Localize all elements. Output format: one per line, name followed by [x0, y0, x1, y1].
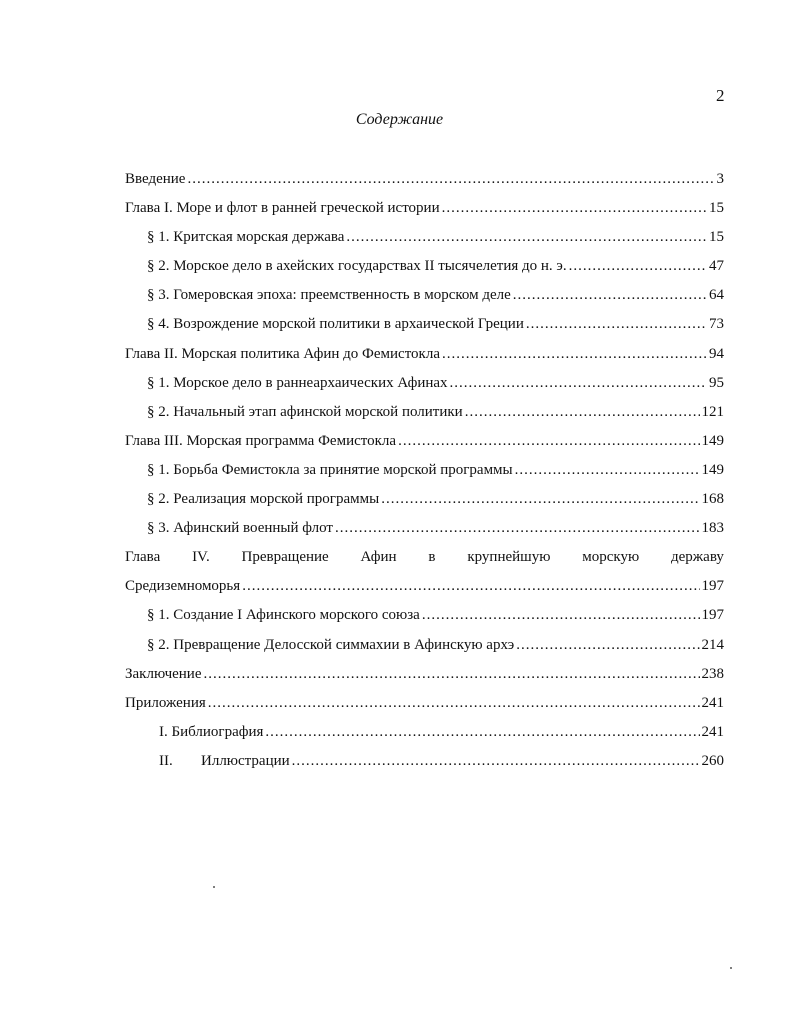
entry-page: 241: [701, 723, 724, 740]
heading-word: в: [428, 549, 436, 566]
toc-entry-ch2-sec2[interactable]: [125, 403, 724, 432]
dot-leader: [381, 490, 699, 508]
entry-page: 64: [709, 287, 724, 304]
toc-entry-ch3-sec3[interactable]: [125, 519, 724, 548]
entry-page: 3: [716, 171, 724, 187]
heading-word: IV.: [192, 549, 210, 566]
entry-label: § 2. Морское дело в ахейских государствах II тысячелетия до н. э.: [147, 258, 567, 275]
entry-label: § 3. Гомеровская эпоха: преемственность в морском деле: [147, 287, 511, 304]
dot-leader: [292, 752, 700, 770]
dot-leader: [513, 286, 707, 304]
dot-leader: [204, 665, 700, 683]
toc-entry-ch1-sec2[interactable]: [125, 257, 724, 286]
entry-label: § 2. Превращение Делосской симмахии в Афинскую архэ: [147, 636, 515, 653]
entry-number: I.: [159, 723, 168, 740]
table-of-contents: [125, 170, 724, 781]
entry-page: 149: [701, 461, 724, 478]
entry-label: Глава II. Морская политика Афин до Фемистокла: [125, 345, 440, 362]
entry-page: 183: [701, 520, 724, 537]
entry-page: 95: [709, 374, 724, 391]
entry-label: § 1. Морское дело в раннеархаических Афинах: [147, 374, 448, 391]
entry-label: Глава III. Морская программа Фемистокла: [125, 432, 397, 449]
entry-page: 260: [701, 752, 724, 769]
dot-leader: [265, 723, 699, 741]
dot-leader: [346, 228, 707, 246]
entry-title: Библиография: [171, 723, 264, 740]
entry-number: II.: [159, 752, 173, 769]
entry-page: 149: [701, 432, 724, 449]
toc-entry-ch1-sec4[interactable]: [125, 315, 724, 344]
scan-speck: [213, 886, 215, 888]
entry-label: [159, 752, 290, 770]
dot-leader: [422, 606, 700, 624]
entry-label: [159, 723, 263, 741]
toc-entry-ch1-sec3[interactable]: [125, 286, 724, 315]
toc-entry-ch3-sec1[interactable]: [125, 461, 724, 490]
entry-label: § 4. Возрождение морской политики в архаической Греции: [147, 316, 524, 333]
dot-leader: [442, 345, 707, 363]
dot-leader: [187, 170, 714, 188]
toc-entry-illustrations[interactable]: [125, 752, 724, 781]
entry-page: 214: [701, 636, 724, 653]
heading-word: Превращение: [241, 549, 329, 566]
entry-label: Приложения: [125, 694, 206, 711]
toc-entry-chapter-4-line1[interactable]: [125, 548, 724, 577]
entry-page: 94: [709, 345, 724, 362]
page-number: 2: [716, 86, 725, 105]
heading-word: Глава: [125, 549, 161, 566]
heading-word: державу: [671, 549, 724, 566]
entry-page: 15: [709, 200, 724, 217]
entry-page: 241: [701, 694, 724, 711]
entry-label: § 1. Критская морская держава: [147, 229, 345, 246]
entry-label: § 2. Реализация морской программы: [147, 491, 380, 508]
toc-entry-ch4-sec2[interactable]: [125, 636, 724, 665]
toc-entry-appendices[interactable]: [125, 694, 724, 723]
toc-entry-bibliography[interactable]: [125, 723, 724, 752]
toc-entry-introduction[interactable]: [125, 170, 724, 199]
entry-title: Иллюстрации: [201, 752, 290, 769]
dot-leader: [442, 199, 707, 217]
toc-entry-chapter-2[interactable]: [125, 345, 724, 374]
dot-leader: [569, 257, 707, 275]
entry-page: 121: [701, 403, 724, 420]
heading-word: морскую: [582, 549, 640, 566]
dot-leader: [335, 519, 700, 537]
entry-page: 15: [709, 229, 724, 246]
entry-page: 238: [701, 665, 724, 682]
entry-label: § 1. Создание I Афинского морского союза: [147, 607, 420, 624]
entry-label: Глава I. Море и флот в ранней греческой истории: [125, 200, 440, 217]
dot-leader: [208, 694, 700, 712]
toc-entry-ch1-sec1[interactable]: [125, 228, 724, 257]
heading-word: крупнейшую: [467, 549, 551, 566]
entry-page: 168: [701, 491, 724, 508]
dot-leader: [465, 403, 700, 421]
dot-leader: [242, 577, 699, 595]
dot-leader: [450, 374, 707, 392]
toc-entry-chapter-4-line2[interactable]: [125, 577, 724, 606]
entry-label: Средиземноморья: [125, 578, 241, 595]
entry-label: § 1. Борьба Фемистокла за принятие морской программы: [147, 461, 513, 478]
dot-leader: [515, 461, 700, 479]
entry-label: § 3. Афинский военный флот: [147, 520, 333, 537]
entry-label: Заключение: [125, 665, 202, 682]
entry-page: 197: [701, 578, 724, 595]
toc-entry-chapter-1[interactable]: [125, 199, 724, 228]
dot-leader: [516, 636, 699, 654]
heading-word: Афин: [360, 549, 397, 566]
entry-page: 197: [701, 607, 724, 624]
entry-label: § 2. Начальный этап афинской морской политики: [147, 403, 463, 420]
toc-entry-ch3-sec2[interactable]: [125, 490, 724, 519]
toc-entry-ch2-sec1[interactable]: [125, 374, 724, 403]
scan-speck: [730, 967, 732, 969]
dot-leader: [526, 315, 707, 333]
entry-page: 47: [709, 258, 724, 275]
dot-leader: [398, 432, 699, 450]
toc-title: Содержание: [355, 111, 444, 128]
toc-entry-chapter-3[interactable]: [125, 432, 724, 461]
toc-entry-conclusion[interactable]: [125, 665, 724, 694]
entry-label: Введение: [125, 171, 186, 187]
entry-page: 73: [709, 316, 724, 333]
toc-entry-ch4-sec1[interactable]: [125, 606, 724, 635]
